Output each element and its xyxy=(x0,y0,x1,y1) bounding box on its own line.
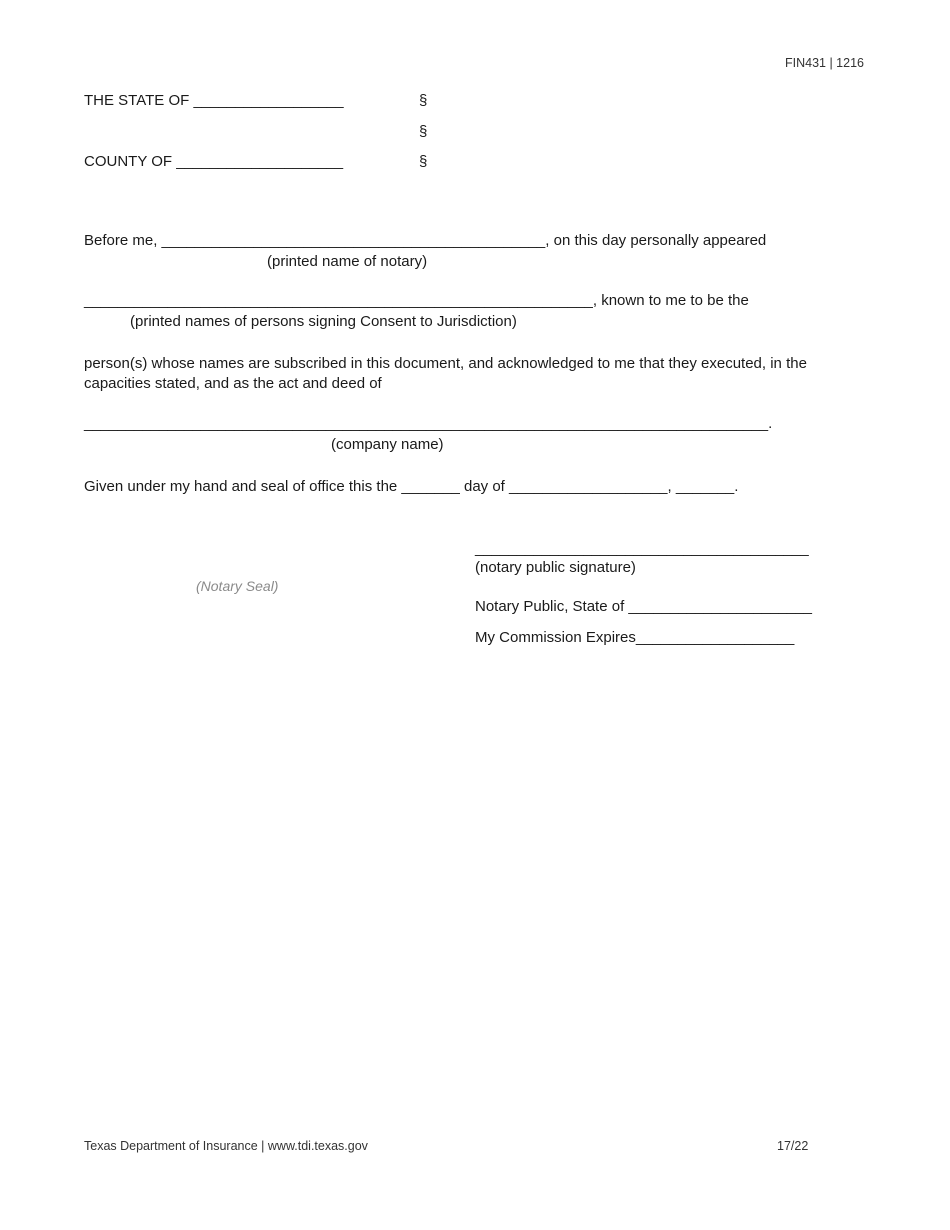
page-number: 17/22 xyxy=(777,1139,809,1153)
state-line: THE STATE OF __________________ xyxy=(84,92,344,109)
notary-seal-label: (Notary Seal) xyxy=(196,578,279,594)
signature-line: ________________________________________ xyxy=(475,540,809,557)
given-under-line: Given under my hand and seal of office this the _______ day of ___________________, _______. xyxy=(84,478,739,495)
persons-line: _____________________________________________________________, known to me to be the xyxy=(84,292,749,309)
section-mark: § xyxy=(419,153,428,170)
notary-state-line: Notary Public, State of ______________________ xyxy=(475,598,812,615)
footer-org: Texas Department of Insurance | www.tdi.texas.gov xyxy=(84,1139,368,1153)
county-line: COUNTY OF ____________________ xyxy=(84,153,344,170)
acknowledgment-paragraph: person(s) whose names are subscribed in this document, and acknowledged to me that they executed, in the capacities stated, and as the act and deed of xyxy=(84,355,807,392)
notary-name-caption: (printed name of notary) xyxy=(267,253,428,270)
persons-caption: (printed names of persons signing Consent to Jurisdiction) xyxy=(130,313,517,330)
commission-expires-line: My Commission Expires___________________ xyxy=(475,629,795,646)
signature-caption: (notary public signature) xyxy=(475,559,636,576)
section-mark: § xyxy=(419,123,428,140)
section-mark: § xyxy=(419,92,428,109)
before-me-line: Before me, ______________________________________________, on this day personally appeared xyxy=(84,232,767,249)
form-code: FIN431 | 1216 xyxy=(785,56,864,70)
company-caption: (company name) xyxy=(331,436,444,453)
company-line: __________________________________________________________________________________. xyxy=(84,415,773,432)
